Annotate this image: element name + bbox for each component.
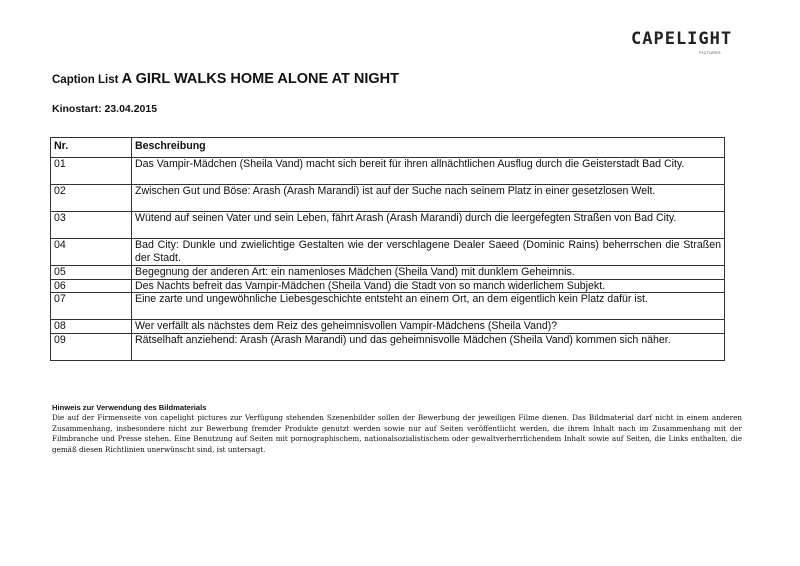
- row-description: Eine zarte und ungewöhnliche Liebesgeschichte entsteht an einem Ort, an dem eigentlich kein Platz dafür ist.: [132, 293, 725, 320]
- table-row: [51, 293, 725, 320]
- row-description: Wütend auf seinen Vater und sein Leben, fährt Arash (Arash Marandi) durch die leergefegten Straßen von Bad City.: [132, 212, 725, 239]
- usage-notice: [52, 403, 742, 455]
- film-title: A GIRL WALKS HOME ALONE AT NIGHT: [121, 71, 400, 87]
- notice-heading: Hinweis zur Verwendung des Bildmaterials: [52, 403, 207, 412]
- table-header-row: [51, 138, 725, 158]
- logo-text: CAPELIGHT: [631, 29, 733, 49]
- title-prefix: Caption List: [52, 74, 122, 86]
- row-number: 04: [51, 239, 132, 266]
- row-number: 05: [51, 266, 132, 280]
- column-header-description: Beschreibung: [132, 138, 725, 158]
- page-title: [52, 71, 399, 87]
- row-number: 08: [51, 320, 132, 334]
- column-header-nr: Nr.: [51, 138, 132, 158]
- table-row: [51, 320, 725, 334]
- row-number: 06: [51, 279, 132, 293]
- row-number: 02: [51, 185, 132, 212]
- row-description: Bad City: Dunkle und zwielichtige Gestalten wie der verschlagene Dealer Saeed (Dominic Rains) beherrschen die Straßen der Stadt.: [132, 239, 725, 266]
- table-row: [51, 239, 725, 266]
- release-date: Kinostart: 23.04.2015: [52, 103, 158, 115]
- table-row: [51, 185, 725, 212]
- table-row: [51, 333, 725, 360]
- capelight-logo: [631, 31, 735, 57]
- row-description: Begegnung der anderen Art: ein namenloses Mädchen (Sheila Vand) mit dunklem Geheimnis.: [132, 266, 725, 280]
- table-row: [51, 266, 725, 280]
- row-description: Wer verfällt als nächstes dem Reiz des geheimnisvollen Vampir-Mädchens (Sheila Vand)?: [132, 320, 725, 334]
- logo-subtext: PICTURES: [699, 51, 721, 55]
- row-description: Zwischen Gut und Böse: Arash (Arash Marandi) ist auf der Suche nach seinem Platz in einer gesetzlosen Welt.: [132, 185, 725, 212]
- caption-table: [50, 137, 725, 361]
- row-description: Das Vampir-Mädchen (Sheila Vand) macht sich bereit für ihren allnächtlichen Ausflug durch die Geisterstadt Bad City.: [132, 158, 725, 185]
- notice-body: Die auf der Firmenseite von capelight pictures zur Verfügung stehenden Szenenbilder sollen der Bewerbung der jeweiligen Filme dienen. Das Bildmaterial darf nicht in einem anderen Zusammenhang, insbesondere nicht zur Bewerbung fremder Produkte genutzt werden sowie nur auf Seiten veröffentlicht werden, die ihrem Inhalt nach im Zusammenhang mit der Filmbranche und Presse stehen. Eine Benutzung auf Seiten mit pornographischem, nationalsozialistischem oder gewaltverherrlichendem Inhalt sowie auf Seiten, die Links enthalten, die gemäß diesen Richtlinien unerwünscht sind, ist untersagt.: [52, 413, 742, 454]
- row-description: Des Nachts befreit das Vampir-Mädchen (Sheila Vand) die Stadt von so manch widerlichem Subjekt.: [132, 279, 725, 293]
- row-number: 01: [51, 158, 132, 185]
- row-number: 03: [51, 212, 132, 239]
- table-row: [51, 158, 725, 185]
- table-row: [51, 279, 725, 293]
- row-number: 07: [51, 293, 132, 320]
- row-number: 09: [51, 333, 132, 360]
- table-row: [51, 212, 725, 239]
- row-description: Rätselhaft anziehend: Arash (Arash Marandi) und das geheimnisvolle Mädchen (Sheila Vand) kommen sich näher.: [132, 333, 725, 360]
